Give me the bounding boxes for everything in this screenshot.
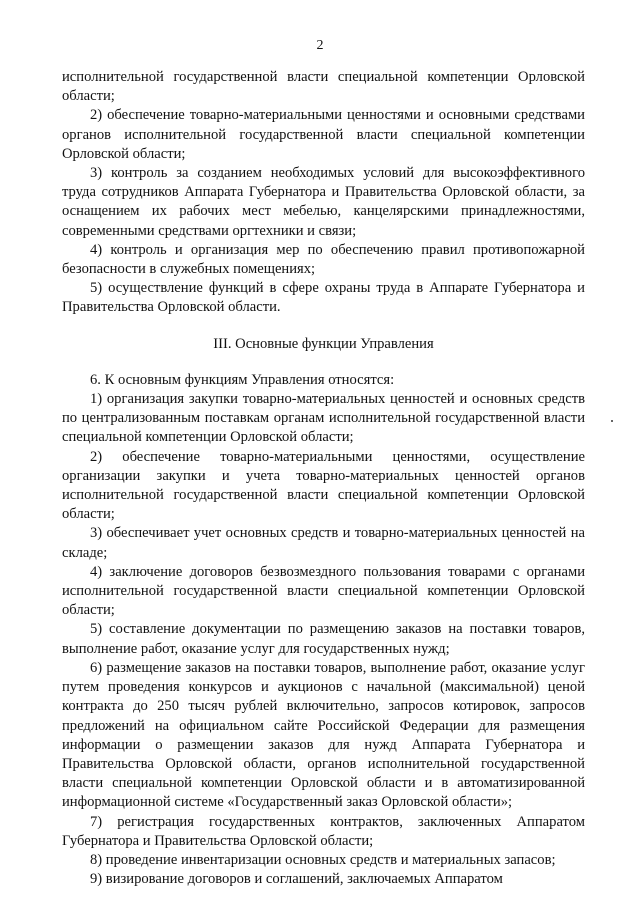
section-iii-functions bbox=[62, 371, 585, 889]
paragraph: 9) визирование договоров и соглашений, заключаемых Аппаратом bbox=[90, 871, 503, 888]
page-number: 2 bbox=[316, 38, 324, 53]
paragraph: 3) обеспечивает учет основных средств и товарно-материальных ценностей на складе; bbox=[62, 525, 585, 561]
paragraph: 3) контроль за созданием необходимых условий для высокоэффективного труда сотрудников Аппарата Губернатора и Правительства Орловской области, за оснащением их рабочих мест мебелью, канцелярскими принадлежностями, современными средствами оргтехники и связи; bbox=[62, 165, 585, 239]
section-heading: III. Основные функции Управления bbox=[213, 335, 434, 352]
paragraph: 8) проведение инвентаризации основных средств и материальных запасов; bbox=[90, 851, 556, 868]
section-ii-continuation bbox=[62, 68, 585, 318]
paragraph: 7) регистрация государственных контрактов, заключенных Аппаратом Губернатора и Правительства Орловской области; bbox=[62, 813, 585, 849]
paragraph: 6) размещение заказов на поставки товаров, выполнение работ, оказание услуг путем проведения конкурсов и аукционов с начальной (максимальной) ценой контракта до 250 тысяч рублей включительно, запросов котировок, запросов предложений на официальном сайте Российской Федерации для размещения информации о размещении заказов для нужд Аппарата Губернатора и Правительства Орловской области, органов исполнительной государственной власти специальной компетенции Орловской области и в автоматизированной информационной системе «Государственный заказ Орловской области»; bbox=[62, 659, 585, 811]
paragraph: 1) организация закупки товарно-материальных ценностей и основных средств по централизованным поставкам органам исполнительной государственной власти специальной компетенции Орловской области; bbox=[62, 391, 585, 446]
scan-speck bbox=[611, 420, 613, 422]
paragraph: 5) составление документации по размещению заказов на поставки товаров, выполнение работ, оказание услуг для государственных нужд; bbox=[62, 621, 585, 657]
paragraph: 4) заключение договоров безвозмездного пользования товарами с органами исполнительной государственной власти специальной компетенции Орловской области; bbox=[62, 563, 585, 619]
document-body bbox=[62, 68, 585, 889]
paragraph: 5) осуществление функций в сфере охраны труда в Аппарате Губернатора и Правительства Орловской области. bbox=[62, 280, 585, 316]
paragraph: 6. К основным функциям Управления относятся: bbox=[90, 371, 395, 388]
paragraph: исполнительной государственной власти специальной компетенции Орловской области; bbox=[62, 69, 585, 105]
paragraph: 2) обеспечение товарно-материальными ценностями, осуществление организации закупки и учета товарно-материальных ценностей органов исполнительной государственной власти специальной компетенции Орловской области; bbox=[62, 448, 585, 523]
paragraph: 4) контроль и организация мер по обеспечению правил противопожарной безопасности в служебных помещениях; bbox=[62, 241, 585, 278]
paragraph: 2) обеспечение товарно-материальными ценностями и основными средствами органов исполнительной государственной власти специальной компетенции Орловской области; bbox=[62, 107, 585, 162]
